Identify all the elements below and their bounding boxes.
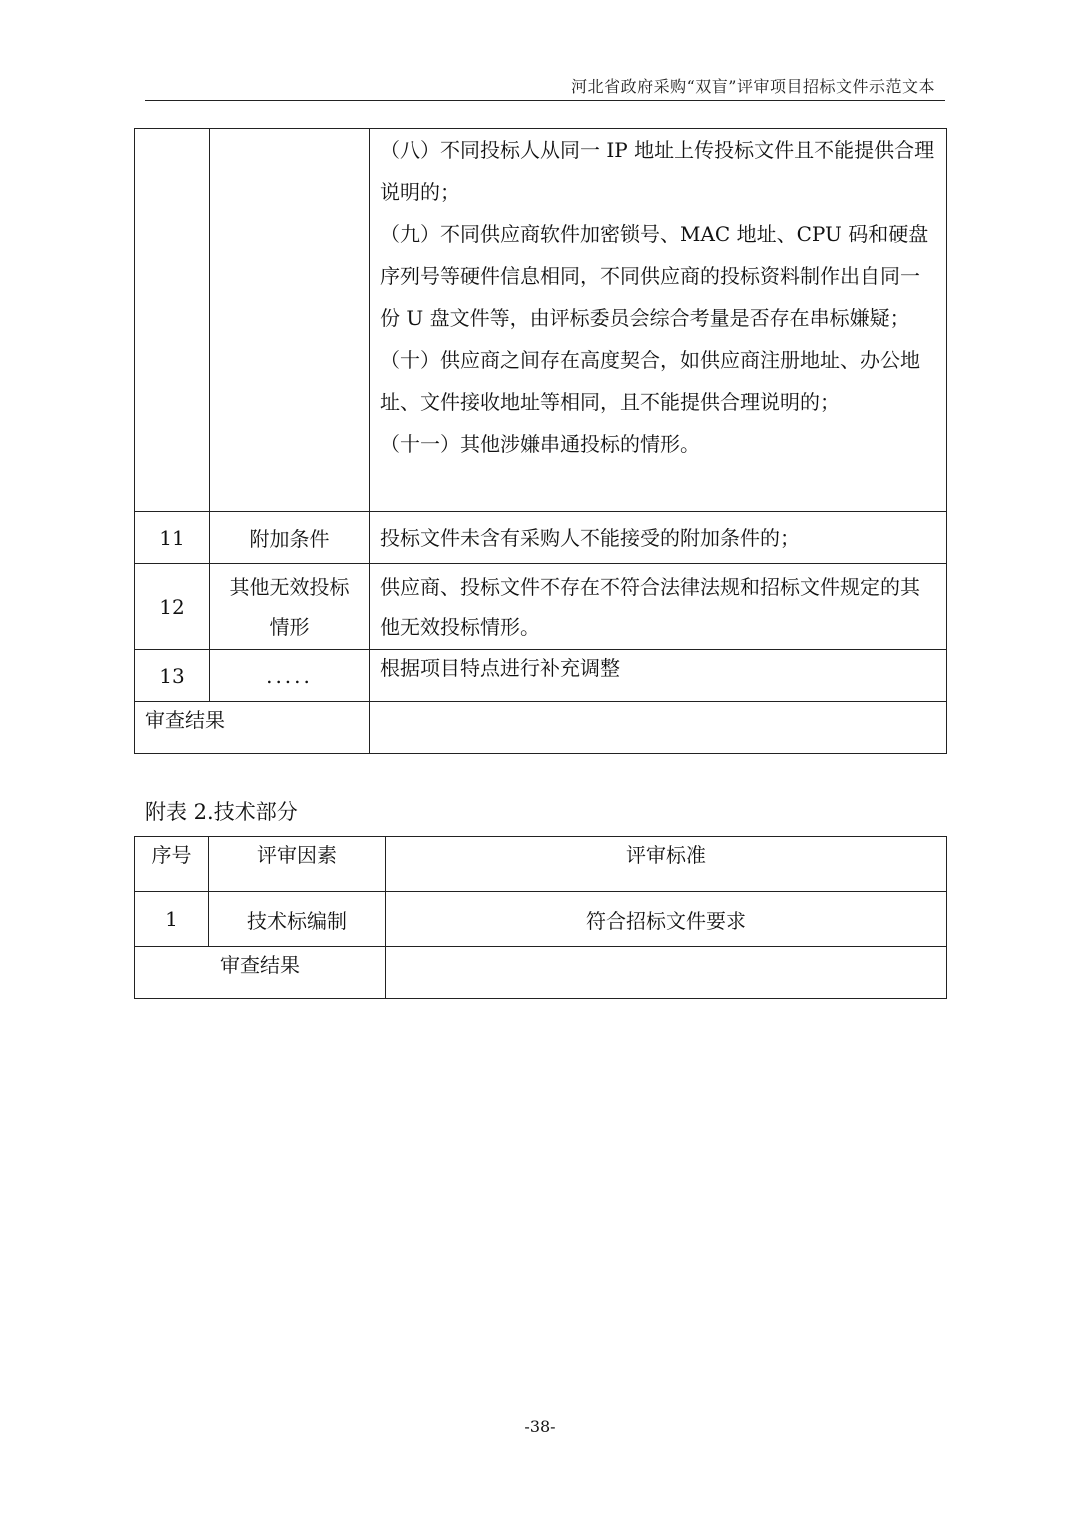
row-standard: 符合招标文件要求 bbox=[386, 892, 947, 947]
continuation-factor-cell bbox=[210, 129, 370, 512]
header-no: 序号 bbox=[135, 837, 209, 892]
table-row bbox=[135, 892, 947, 947]
technical-section-table bbox=[134, 836, 947, 999]
row-standard: 根据项目特点进行补充调整 bbox=[370, 650, 947, 702]
row-factor: 附加条件 bbox=[210, 512, 370, 564]
result-label: 审查结果 bbox=[135, 947, 386, 999]
running-header: 河北省政府采购“双盲”评审项目招标文件示范文本 bbox=[571, 77, 935, 96]
result-value bbox=[386, 947, 947, 999]
result-label: 审查结果 bbox=[135, 702, 370, 754]
row-factor: ..... bbox=[210, 650, 370, 702]
row-no: 1 bbox=[135, 892, 209, 947]
header-standard: 评审标准 bbox=[386, 837, 947, 892]
table-row bbox=[135, 512, 947, 564]
row-standard: 投标文件未含有采购人不能接受的附加条件的； bbox=[370, 512, 947, 564]
clause-11: （十一）其他涉嫌串通投标的情形。 bbox=[380, 432, 700, 456]
row-factor: 技术标编制 bbox=[209, 892, 386, 947]
invalid-bid-table bbox=[134, 128, 947, 754]
row-no: 13 bbox=[135, 650, 210, 702]
row-no: 11 bbox=[135, 512, 210, 564]
header-factor: 评审因素 bbox=[209, 837, 386, 892]
table-header-row bbox=[135, 837, 947, 892]
header-rule bbox=[145, 100, 945, 101]
continuation-no-cell bbox=[135, 129, 210, 512]
table-row bbox=[135, 650, 947, 702]
clause-8: （八）不同投标人从同一 IP 地址上传投标文件且不能提供合理说明的； bbox=[380, 138, 935, 204]
row-no: 12 bbox=[135, 564, 210, 650]
table-row-result bbox=[135, 702, 947, 754]
table-row-continuation bbox=[135, 129, 947, 512]
row-factor: 其他无效投标情形 bbox=[210, 564, 370, 650]
table-caption: 附表 2.技术部分 bbox=[145, 800, 298, 824]
clause-10: （十）供应商之间存在高度契合，如供应商注册地址、办公地址、文件接收地址等相同，且不能提供合理说明的； bbox=[380, 348, 920, 414]
continuation-standard-cell bbox=[370, 129, 947, 512]
page-number: -38- bbox=[524, 1417, 556, 1436]
clause-9: （九）不同供应商软件加密锁号、MAC 地址、CPU 码和硬盘序列号等硬件信息相同，不同供应商的投标资料制作出自同一份 U 盘文件等，由评标委员会综合考量是否存在串标嫌疑； bbox=[380, 222, 929, 330]
table-row-result bbox=[135, 947, 947, 999]
result-value bbox=[370, 702, 947, 754]
table-row bbox=[135, 564, 947, 650]
row-standard: 供应商、投标文件不存在不符合法律法规和招标文件规定的其他无效投标情形。 bbox=[370, 564, 947, 650]
